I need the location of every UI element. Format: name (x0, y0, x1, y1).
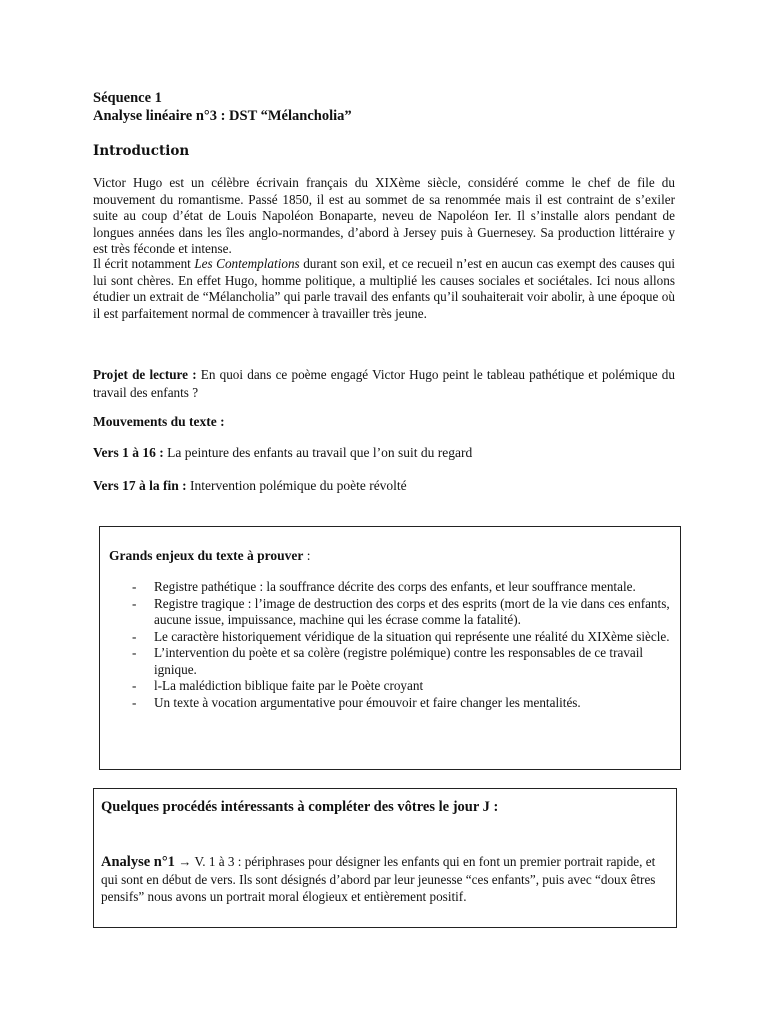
procedes-box (93, 788, 677, 928)
p2-start: Il écrit notamment (93, 256, 195, 271)
introduction-heading: Introduction (93, 143, 190, 159)
list-item-text: L’intervention du poète et sa colère (registre polémique) contre les responsables de ce travail ignique. (154, 645, 644, 677)
enjeux-colon: : (303, 548, 311, 563)
dash-bullet: - (132, 645, 137, 660)
introduction-paragraph-2 (93, 256, 675, 322)
dash-bullet: - (132, 579, 137, 594)
enjeux-title: Grands enjeux du texte à prouver (109, 548, 304, 563)
list-item-text: Registre tragique : l’image de destruction des corps et des esprits (mort de la vie dans ces enfants, aucune issue, impuissance, machine qui les écrase comme la fatalité). (154, 595, 670, 627)
list-item (100, 579, 670, 596)
dash-bullet: - (132, 595, 137, 611)
list-item-text: Un texte à vocation argumentative pour émouvoir et faire changer les mentalités. (154, 694, 581, 710)
sequence-title: Séquence 1 (93, 90, 162, 106)
list-item (100, 645, 670, 678)
projet-text: En quoi dans ce poème engagé Victor Hugo peint le tableau pathétique et polémique du travail des enfants ? (93, 367, 675, 400)
mouvement-2 (93, 478, 407, 494)
dash-bullet: - (132, 678, 137, 693)
enjeux-list (100, 579, 670, 711)
p2-end: durant son exil, et ce recueil n’est en aucun cas exempt des causes qui lui sont chères. En effet Hugo, homme politique, a multiplié les causes sociales et sociétales. Ici nous allons étudier un extrait de “Mélancholia” qui parle travail des enfants qu’il souhaiterait voir abolir, à une époque où il est parfaitement normal de commencer à travailler très jeune. (93, 256, 676, 321)
dash-bullet: - (132, 694, 137, 710)
vers2-label: Vers 17 à la fin : (93, 478, 187, 493)
projet-de-lecture (93, 366, 675, 402)
list-item-text: Registre pathétique : la souffrance décrite des corps des enfants, et leur souffrance mentale. (154, 579, 636, 594)
vers1-text: La peinture des enfants au travail que l’on suit du regard (163, 445, 473, 460)
introduction-paragraph-1: Victor Hugo est un célèbre écrivain français du XIXème siècle, considéré comme le chef de file du mouvement du romantisme. Passé 1850, il est au sommet de sa renommée mais il est contraint de s’exiler suite au coup d’état de Louis Napoléon Bonaparte, neveu de Napoléon Ier. Il s’installe alors pendant de longues années dans les îles anglo-normandes, d’abord à Jersey puis à Guernesey. Sa production littéraire y est très féconde et intense. (93, 175, 675, 256)
list-item-text: Le caractère historiquement véridique de la situation qui représente une réalité du XIXème siècle. (154, 628, 670, 644)
vers1-label: Vers 1 à 16 : (93, 445, 164, 460)
dash-bullet: - (132, 628, 137, 644)
mouvements-heading: Mouvements du texte : (93, 414, 225, 429)
list-item (100, 695, 670, 712)
analyse-title: Analyse linéaire n°3 : DST “Mélancholia” (93, 108, 352, 124)
analyse-1 (101, 853, 661, 905)
list-item (100, 596, 670, 629)
list-item-text: l-La malédiction biblique faite par le Poète croyant (154, 678, 424, 693)
document-header (93, 89, 352, 125)
mouvement-1 (93, 445, 472, 461)
enjeux-heading (109, 548, 311, 564)
analyse-1-text: V. 1 à 3 : périphrases pour désigner les enfants qui en font un premier portrait rapide, et qui sont en début de vers. Ils sont désignés d’abord par leur jeunesse “ces enfants”, puis avec “doux êtres pensifs” nous avons un portrait moral élogieux et entièrement positif. (101, 854, 656, 904)
analyse-1-label: Analyse n°1 (101, 854, 175, 870)
arrow-icon: → (174, 854, 195, 869)
list-item (100, 629, 670, 646)
enjeux-box (99, 526, 681, 770)
procedes-heading: Quelques procédés intéressants à compléter des vôtres le jour J : (101, 799, 499, 815)
projet-label: Projet de lecture : (93, 367, 197, 382)
vers2-text: Intervention polémique du poète révolté (186, 478, 407, 493)
book-title: Les Contemplations (194, 256, 300, 271)
list-item (100, 678, 670, 695)
